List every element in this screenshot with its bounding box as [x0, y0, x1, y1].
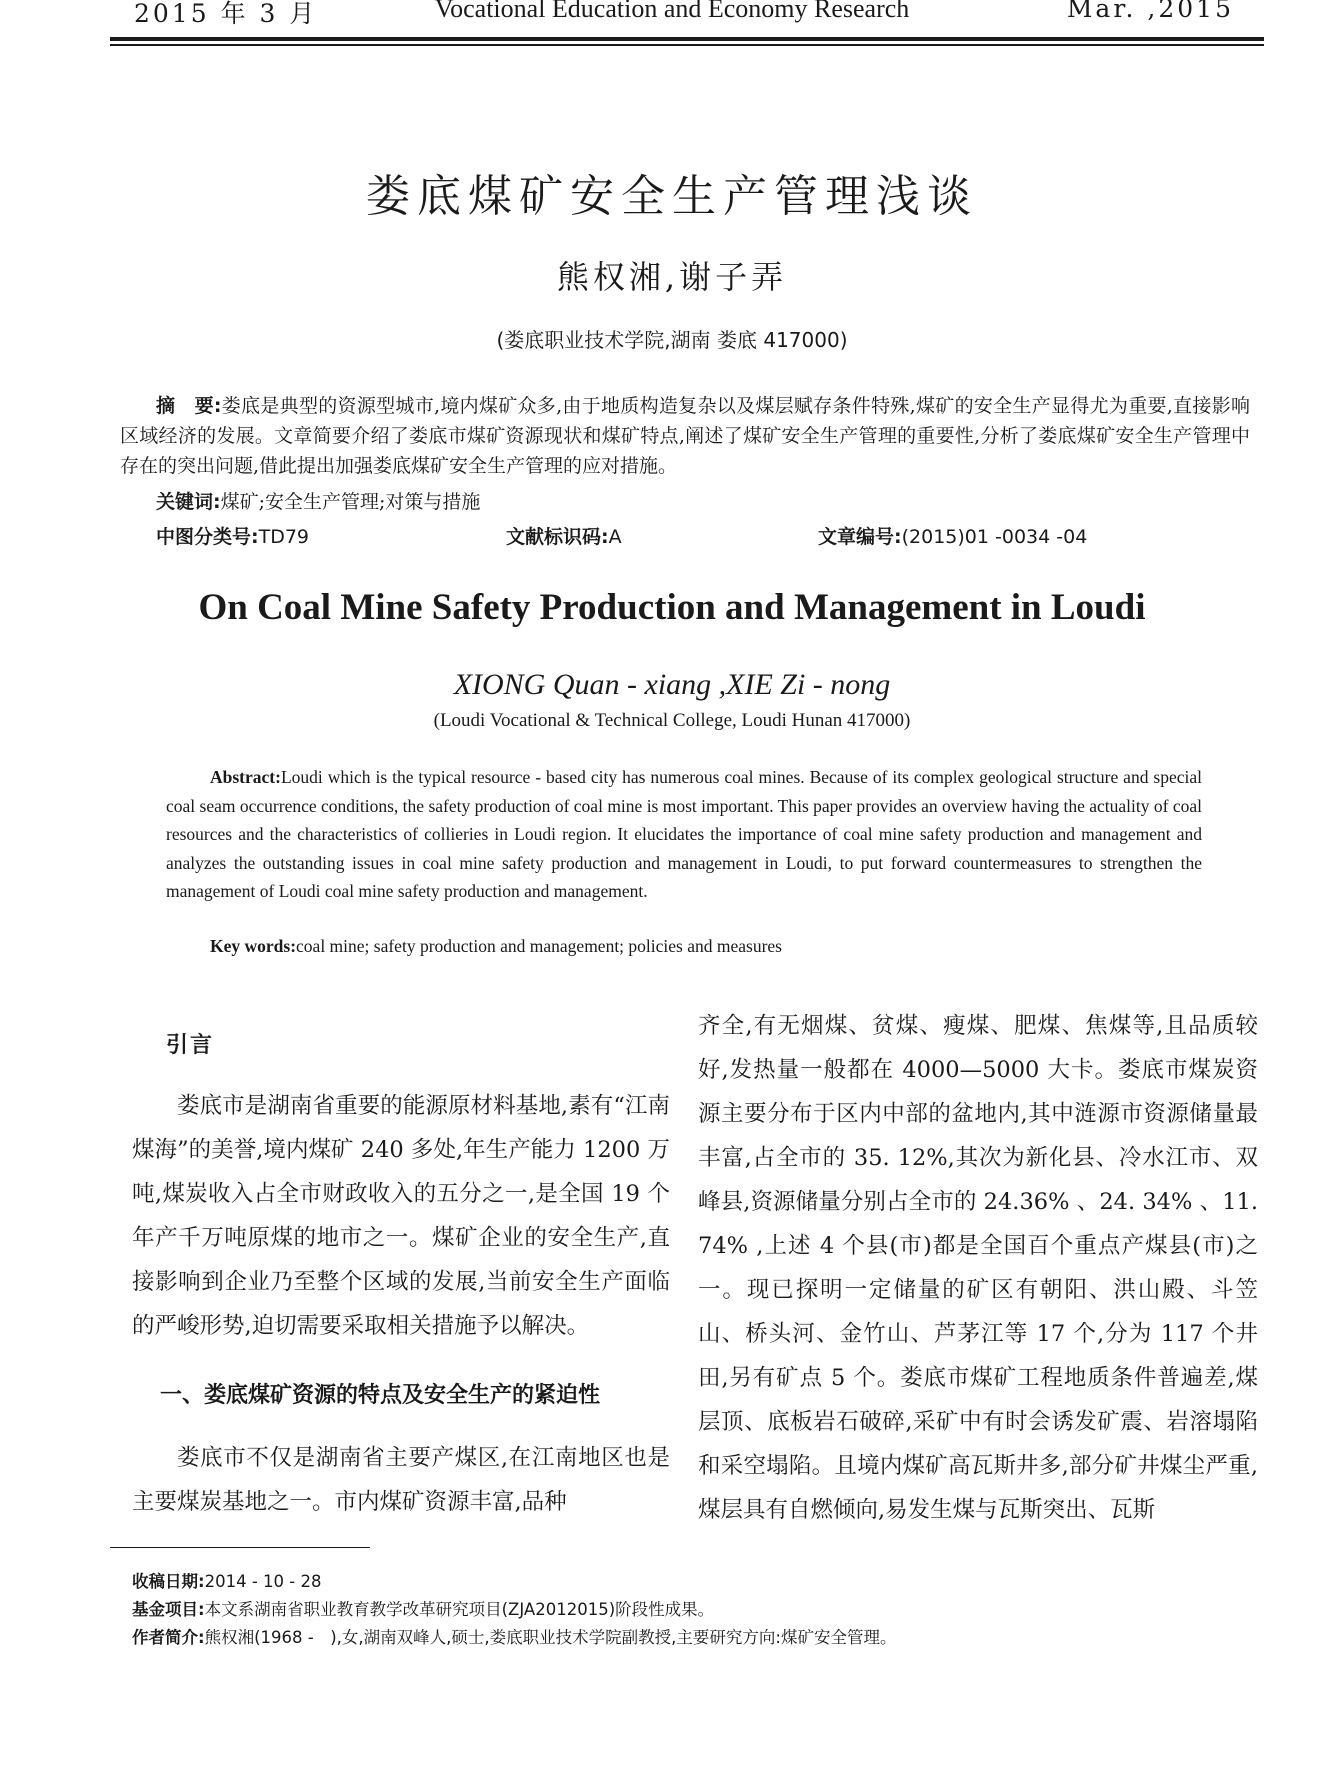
- paper-title-zh: 娄底煤矿安全生产管理浅谈: [366, 171, 978, 222]
- abstract-en-label: Abstract:: [210, 767, 281, 787]
- abstract-zh: [120, 391, 1250, 481]
- classification-number: [156, 522, 309, 549]
- footnote-author-text: 熊权湘(1968 - ),女,湖南双峰人,硕士,娄底职业技术学院副教授,主要研究方向:煤矿安全管理。: [204, 1628, 897, 1647]
- heading-introduction: 引言: [166, 1033, 215, 1058]
- footnote-fund-text: 本文系湖南省职业教育教学改革研究项目(ZJA2012015)阶段性成果。: [204, 1600, 715, 1619]
- header-rule-thick: [110, 37, 1264, 41]
- abstract-en-text: Loudi which is the typical resource - based city has numerous coal mines. Because of its complex geological structure and special coal seam occurrence conditions, the safety production of coal mine is most important. This paper provides an overview having the actuality of coal resources and the characteristics of collieries in Loudi region. It elucidates the importance of coal mine safety production and management and analyzes the outstanding issues in coal mine safety production and management in Loudi, to put forward countermeasures to strengthen the management of Loudi coal mine safety production and management.: [166, 767, 1202, 901]
- header-rule-thin: [110, 44, 1264, 46]
- header-date-en: Mar. ,2015: [1066, 0, 1234, 23]
- keywords-zh: [156, 487, 480, 514]
- footnote-author-label: 作者简介:: [132, 1628, 205, 1647]
- abstract-zh-label: 摘 要:: [156, 395, 222, 417]
- footnote-fund: [132, 1596, 714, 1620]
- authors-en: XIONG Quan - xiang ,XIE Zi - nong: [453, 668, 891, 701]
- article-number-label: 文章编号:: [818, 526, 902, 548]
- affiliation-zh: (娄底职业技术学院,湖南 娄底 417000): [496, 328, 848, 352]
- intro-paragraph-text: 娄底市是湖南省重要的能源原材料基地,素有“江南煤海”的美誉,境内煤矿 240 多处,年生产能力 1200 万吨,煤炭收入占全市财政收入的五分之一,是全国 19 个年产千万吨原煤的地市之一。煤矿企业的安全生产,直接影响到企业乃至整个区域的发展,当前安全生产面临的严峻形势,迫切需要采取相关措施予以解决。: [132, 1093, 670, 1339]
- authors-zh: 熊权湘,谢子弄: [556, 258, 788, 296]
- footnote-rule: [110, 1547, 370, 1548]
- keywords-zh-text: 煤矿;安全生产管理;对策与措施: [220, 491, 481, 513]
- keywords-en-label: Key words:: [210, 936, 297, 956]
- footnote-author: [132, 1624, 896, 1648]
- abstract-en: [166, 763, 1202, 906]
- classification-value: TD79: [258, 526, 310, 548]
- article-number-value: (2015)01 -0034 -04: [901, 526, 1088, 548]
- right-column-paragraph: 齐全,有无烟煤、贫煤、瘦煤、肥煤、焦煤等,且品质较好,发热量一般都在 4000—5000 大卡。娄底市煤炭资源主要分布于区内中部的盆地内,其中涟源市资源储量最丰富,占全市的 35. 12%,其次为新化县、冷水江市、双峰县,资源储量分别占全市的 24.36% 、24. 34% 、11. 74% ,上述 4 个县(市)都是全国百个重点产煤县(市)之一。现已探明一定储量的矿区有朝阳、洪山殿、斗笠山、桥头河、金竹山、芦茅江等 17 个,分为 117 个井田,另有矿点 5 个。娄底市煤矿工程地质条件普遍差,煤层顶、底板岩石破碎,采矿中有时会诱发矿震、岩溶塌陷和采空塌陷。且境内煤矿高瓦斯井多,部分矿井煤尘严重,煤层具有自燃倾向,易发生煤与瓦斯突出、瓦斯: [698, 1013, 1258, 1523]
- document-code-label: 文献标识码:: [506, 526, 609, 548]
- keywords-zh-label: 关键词:: [156, 491, 221, 513]
- article-number: [818, 522, 1087, 549]
- section-1-paragraph: [132, 1436, 670, 1524]
- document-code: [506, 522, 622, 549]
- affiliation-en: (Loudi Vocational & Technical College, Loudi Hunan 417000): [433, 710, 911, 731]
- footnote-received-text: 2014 - 10 - 28: [204, 1572, 322, 1591]
- section-1-paragraph-text: 娄底市不仅是湖南省主要产煤区,在江南地区也是主要煤炭基地之一。市内煤矿资源丰富,品种: [132, 1445, 670, 1515]
- keywords-en: [210, 936, 782, 957]
- abstract-zh-text: 娄底是典型的资源型城市,境内煤矿众多,由于地质构造复杂以及煤层赋存条件特殊,煤矿的安全生产显得尤为重要,直接影响区域经济的发展。文章简要介绍了娄底市煤矿资源现状和煤矿特点,阐述了煤矿安全生产管理的重要性,分析了娄底煤矿安全生产管理中存在的突出问题,借此提出加强娄底煤矿安全生产管理的应对措施。: [120, 395, 1250, 477]
- keywords-en-text: coal mine; safety production and management; policies and measures: [296, 936, 782, 956]
- header-date-zh: 2015 年 3 月: [134, 0, 318, 28]
- document-code-value: A: [608, 526, 622, 548]
- intro-paragraph: [132, 1084, 670, 1348]
- paper-title-en: On Coal Mine Safety Production and Management in Loudi: [198, 587, 1146, 628]
- footnote-received-label: 收稿日期:: [132, 1572, 205, 1591]
- footnote-fund-label: 基金项目:: [132, 1600, 205, 1619]
- right-column-text: [698, 1004, 1258, 1532]
- classification-label: 中图分类号:: [156, 526, 259, 548]
- header-journal-title: Vocational Education and Economy Research: [434, 0, 910, 23]
- heading-section-1: 一、娄底煤矿资源的特点及安全生产的紧迫性: [160, 1383, 601, 1408]
- footnote-received: [132, 1568, 321, 1592]
